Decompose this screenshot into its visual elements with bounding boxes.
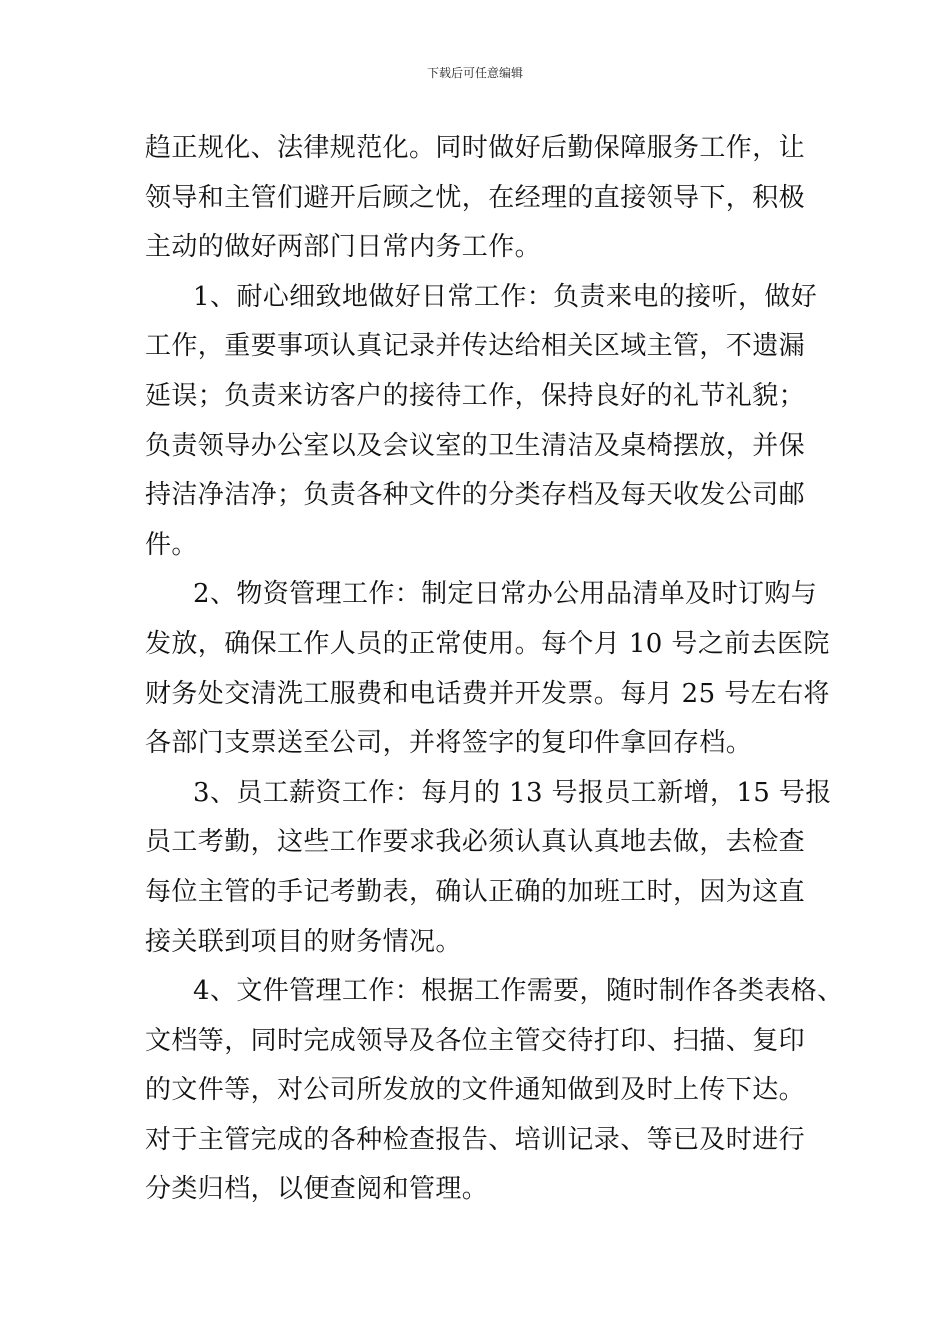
text-line: 文档等，同时完成领导及各位主管交待打印、扫描、复印 [145, 1025, 806, 1056]
text-line: 员工考勤，这些工作要求我必须认真认真地去做，去检查 [145, 827, 806, 858]
text-line: 发放，确保工作人员的正常使用。每个月 10 号之前去医院 [145, 628, 830, 659]
text-line: 趋正规化、法律规范化。同时做好后勤保障服务工作，让 [145, 133, 806, 163]
text-line: 领导和主管们避开后顾之忧，在经理的直接领导下，积极 [145, 182, 806, 213]
text-line: 工作，重要事项认真记录并传达给相关区域主管，不遗漏 [145, 331, 806, 362]
text-line: 负责领导办公室以及会议室的卫生清洁及桌椅摆放，并保 [145, 430, 806, 461]
paragraph-3-first-line: 3、员工薪资工作：每月的 13 号报员工新增，15 号报 [193, 777, 832, 808]
text-line: 每位主管的手记考勤表，确认正确的加班工时，因为这直 [145, 876, 806, 907]
text-line: 主动的做好两部门日常内务工作。 [145, 232, 542, 263]
text-line: 件。 [145, 529, 198, 560]
text-line: 分类归档，以便查阅和管理。 [145, 1174, 489, 1205]
text-line: 的文件等，对公司所发放的文件通知做到及时上传下达。 [145, 1075, 806, 1106]
paragraph-2-first-line: 2、物资管理工作：制定日常办公用品清单及时订购与 [193, 579, 818, 610]
text-line: 接关联到项目的财务情况。 [145, 926, 462, 957]
text-line: 对于主管完成的各种检查报告、培训记录、等已及时进行 [145, 1124, 806, 1155]
text-line: 延误；负责来访客户的接待工作，保持良好的礼节礼貌； [145, 380, 806, 411]
text-line: 各部门支票送至公司，并将签字的复印件拿回存档。 [145, 728, 753, 759]
text-line: 财务处交清洗工服费和电话费并开发票。每月 25 号左右将 [145, 678, 830, 709]
page-header: 下载后可任意编辑 [426, 66, 523, 80]
paragraph-1-first-line: 1、耐心细致地做好日常工作：负责来电的接听，做好 [193, 281, 818, 312]
text-line: 持洁净洁净；负责各种文件的分类存档及每天收发公司邮 [145, 480, 806, 511]
paragraph-4-first-line: 4、文件管理工作：根据工作需要，随时制作各类表格、 [193, 976, 844, 1007]
document-body [145, 124, 844, 1215]
